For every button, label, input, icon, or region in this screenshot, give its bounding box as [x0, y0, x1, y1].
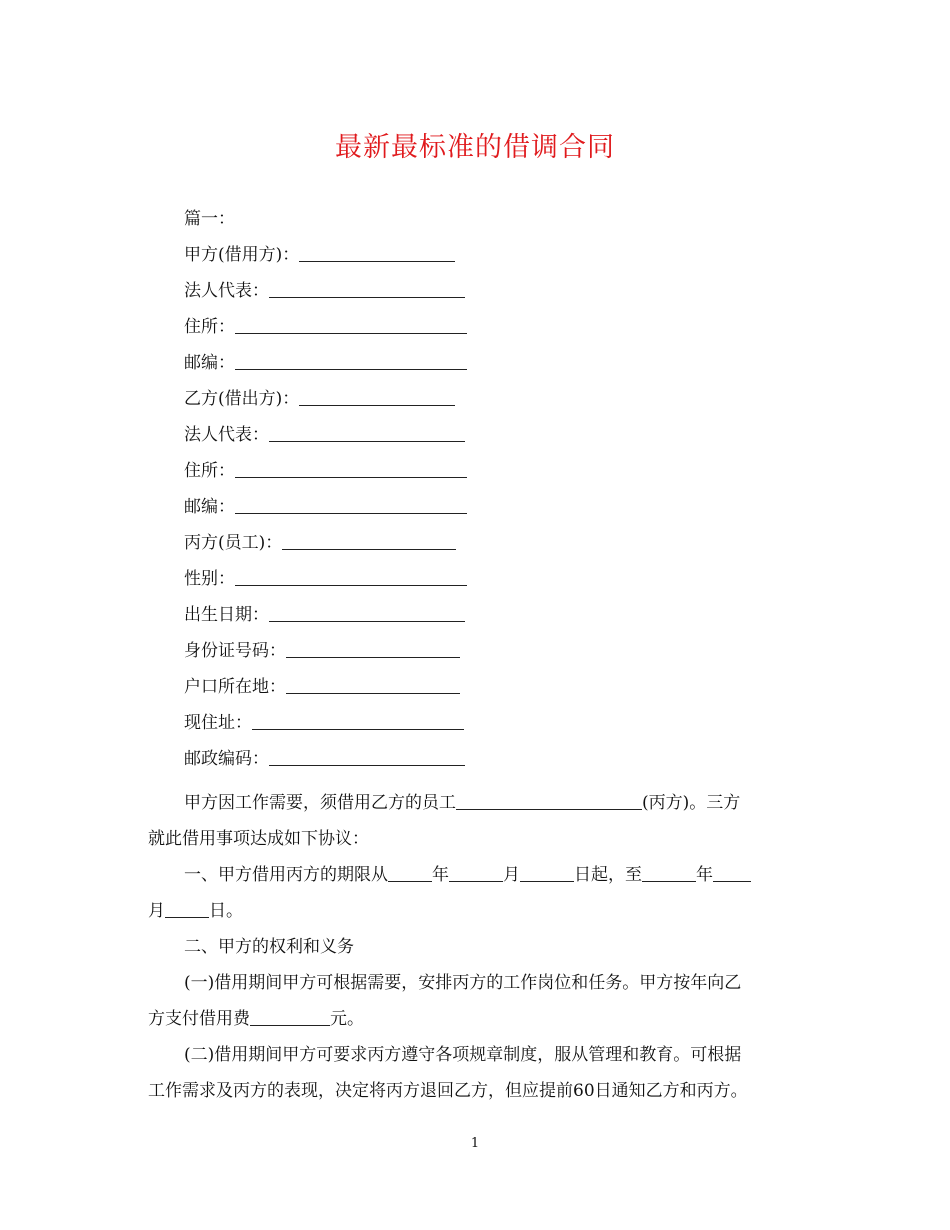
form-field-legal-rep-b	[184, 423, 465, 447]
clause-2-heading: 二、甲方的权利和义务	[184, 937, 354, 957]
form-field-party-c	[184, 531, 456, 555]
fill-blank	[642, 864, 696, 882]
form-field-id-number	[184, 639, 460, 663]
field-label: 户口所在地：	[184, 677, 286, 697]
form-field-birth-date	[184, 603, 465, 627]
fill-blank	[269, 604, 465, 622]
fill-blank	[299, 388, 455, 406]
fill-blank	[235, 352, 467, 370]
fill-blank	[282, 532, 456, 550]
form-field-gender	[184, 567, 467, 591]
form-field-party-a	[184, 243, 455, 267]
fill-blank	[388, 864, 432, 882]
fill-blank	[235, 316, 467, 334]
text-run: 月	[148, 901, 165, 921]
form-field-postal-code	[184, 747, 465, 771]
fill-blank	[165, 900, 209, 918]
document-title: 最新最标准的借调合同	[335, 132, 615, 163]
text-run: 方支付借用费	[148, 1009, 250, 1029]
form-field-household-registration	[184, 675, 460, 699]
field-label: 现住址：	[184, 713, 252, 733]
text-run: 甲方因工作需要，须借用乙方的员工	[184, 793, 456, 813]
clause-2-2-line-1: (二)借用期间甲方可要求丙方遵守各项规章制度，服从管理和教育。可根据	[184, 1045, 742, 1065]
fill-blank	[286, 676, 460, 694]
form-field-postcode-a	[184, 351, 467, 375]
fill-blank	[269, 424, 465, 442]
fill-blank	[250, 1008, 330, 1026]
fill-blank	[269, 280, 465, 298]
field-label: 邮编：	[184, 353, 235, 373]
field-label: 出生日期：	[184, 605, 269, 625]
text-run: 月	[503, 865, 520, 885]
fill-blank	[449, 864, 503, 882]
section-heading: 篇一：	[184, 209, 235, 229]
fill-blank	[456, 792, 642, 810]
clause-2-1-line-2	[148, 1007, 364, 1031]
form-field-current-address	[184, 711, 464, 735]
fill-blank	[520, 864, 574, 882]
fill-blank	[299, 244, 455, 262]
form-field-address-a	[184, 315, 467, 339]
fill-blank	[235, 496, 467, 514]
text-run: 日。	[209, 901, 243, 921]
field-label: 法人代表：	[184, 425, 269, 445]
paragraph-intro-line-1	[184, 791, 740, 815]
field-label: 住所：	[184, 317, 235, 337]
form-field-address-b	[184, 459, 467, 483]
field-label: 丙方(员工)：	[184, 533, 283, 553]
fill-blank	[713, 864, 751, 882]
fill-blank	[286, 640, 460, 658]
fill-blank	[269, 748, 465, 766]
text-run: 年	[432, 865, 449, 885]
fill-blank	[252, 712, 464, 730]
clause-2-1-line-1: (一)借用期间甲方可根据需要，安排丙方的工作岗位和任务。甲方按年向乙	[184, 973, 742, 993]
clause-1-line-1	[184, 863, 751, 887]
page-number: 1	[470, 1136, 480, 1151]
field-label: 性别：	[184, 569, 235, 589]
form-field-party-b	[184, 387, 455, 411]
paragraph-intro-line-2: 就此借用事项达成如下协议：	[148, 829, 369, 849]
text-run: 一、甲方借用丙方的期限从	[184, 865, 388, 885]
field-label: 身份证号码：	[184, 641, 286, 661]
fill-blank	[235, 568, 467, 586]
fill-blank	[235, 460, 467, 478]
field-label: 乙方(借出方)：	[184, 389, 300, 409]
field-label: 邮编：	[184, 497, 235, 517]
text-run: (丙方)。三方	[642, 793, 741, 813]
text-run: 日起，至	[574, 865, 642, 885]
text-run: 元。	[330, 1009, 364, 1029]
text-run: 年	[696, 865, 713, 885]
form-field-postcode-b	[184, 495, 467, 519]
field-label: 邮政编码：	[184, 749, 269, 769]
field-label: 甲方(借用方)：	[184, 245, 300, 265]
clause-1-line-2	[148, 899, 243, 923]
clause-2-2-line-2: 工作需求及丙方的表现，决定将丙方退回乙方，但应提前60日通知乙方和丙方。	[148, 1081, 748, 1101]
field-label: 住所：	[184, 461, 235, 481]
field-label: 法人代表：	[184, 281, 269, 301]
form-field-legal-rep-a	[184, 279, 465, 303]
